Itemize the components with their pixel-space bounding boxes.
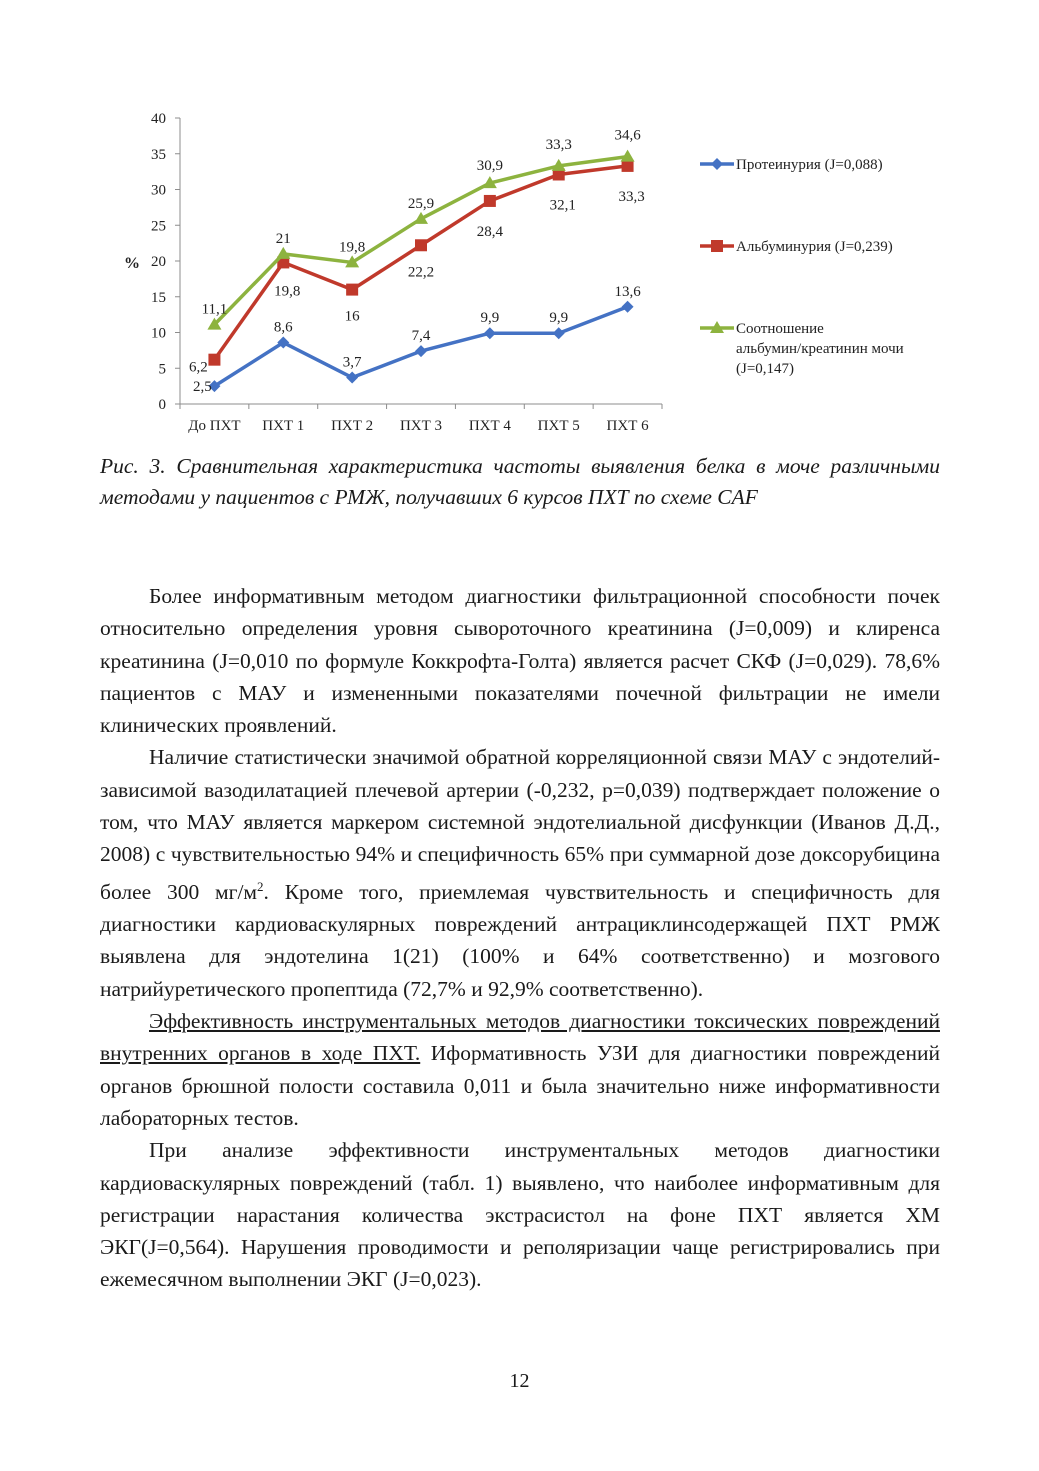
y-tick-label: 0 <box>158 397 166 413</box>
data-point <box>553 327 565 339</box>
data-label: 3,7 <box>342 354 362 371</box>
data-label: 6,2 <box>189 359 208 376</box>
section-heading-underlined: Эффективность инструментальных методов диагностики токсических повреждений внутренних органов в ходе ПХТ. <box>100 1009 940 1066</box>
x-tick-label: ПХТ 4 <box>468 418 511 434</box>
y-tick-label: 15 <box>151 289 166 306</box>
body-text <box>100 580 940 1296</box>
data-label: 7,4 <box>411 328 431 345</box>
data-label: 28,4 <box>476 223 503 240</box>
paragraph-2 <box>100 741 940 1005</box>
series-3 <box>201 127 645 330</box>
paragraph-3-text: Иформативность УЗИ для диагностики повреждений органов брюшной полости составила 0,011 и была значительно ниже информативности лабораторных тестов. <box>100 1041 940 1130</box>
line-chart <box>0 0 1039 450</box>
paragraph-2-text-a: Наличие статистически значимой обратной корреляционной связи МАУ с эндотелий-зависимой вазодилатацией плечевой артерии (-0,232, р=0,039) подтверждает положение о том, что МАУ является маркером системной эндотелиальной дисфункции (Иванов Д.Д., 2008) с чувствительностью 94% и специфичность 65% при суммарной дозе доксорубицина более 300 мг/м <box>100 745 940 904</box>
data-label: 21 <box>275 230 291 247</box>
data-point <box>484 195 496 207</box>
data-label: 33,3 <box>545 136 572 153</box>
paragraph-2-text-b: . Кроме того, приемлемая чувствительность и специфичность для диагностики кардиоваскулярных повреждений антрациклинсодержащей ПХТ РМЖ выявлена для эндотелина 1(21) (100% и 64% соответственно) и мозгового натрийуретического пропептида (72,7% и 92,9% соответственно). <box>100 879 940 1001</box>
data-label: 9,9 <box>549 310 569 327</box>
x-tick-label: ПХТ 5 <box>537 418 580 434</box>
x-tick-label: ПХТ 3 <box>399 418 443 434</box>
legend-swatch-marker <box>711 240 723 252</box>
page-number: 12 <box>509 1370 530 1392</box>
data-point <box>346 284 358 296</box>
series-1 <box>193 284 641 395</box>
data-label: 13,6 <box>614 283 641 300</box>
y-tick-label: 5 <box>158 361 166 378</box>
paragraph-3 <box>100 1005 940 1134</box>
data-point <box>622 301 634 313</box>
legend-entry-text: альбумин/креатинин мочи <box>736 341 904 357</box>
y-tick-label: 40 <box>151 111 166 127</box>
chart-series <box>189 128 645 396</box>
data-label: 19,8 <box>274 283 301 300</box>
data-label: 32,1 <box>549 197 576 214</box>
x-tick-label: ПХТ 2 <box>331 418 374 434</box>
y-tick-label: 30 <box>151 182 166 199</box>
data-point <box>346 372 358 384</box>
data-point <box>208 354 220 366</box>
y-tick-label: 25 <box>151 218 166 235</box>
data-label: 9,9 <box>480 310 500 327</box>
data-label: 8,6 <box>273 319 293 336</box>
legend-entry-text: Протеинурия (J=0,088) <box>736 157 883 173</box>
legend-entry-text: Альбуминурия (J=0,239) <box>736 239 893 255</box>
x-tick-label: ПХТ 1 <box>262 418 305 434</box>
data-label: 2,5 <box>193 379 212 396</box>
chart-legend <box>700 157 904 377</box>
figure-caption: Рис. 3. Сравнительная характеристика частоты выявления белка в моче различными методами у пациентов с РМЖ, получавших 6 курсов ПХТ по схеме CAF <box>100 454 940 509</box>
y-axis-label: % <box>124 255 140 272</box>
y-tick-label: 20 <box>151 254 166 270</box>
data-label: 30,9 <box>476 158 503 175</box>
data-label: 33,3 <box>618 188 645 205</box>
superscript-2: 2 <box>257 878 264 894</box>
x-tick-label: До ПХТ <box>188 418 241 434</box>
legend-entry-text: (J=0,147) <box>736 361 795 377</box>
data-label: 16 <box>344 308 360 325</box>
x-tick-label: ПХТ 6 <box>606 418 649 434</box>
data-point <box>622 160 634 172</box>
legend-swatch-marker <box>711 158 723 170</box>
data-label: 34,6 <box>614 127 641 144</box>
data-point <box>415 345 427 357</box>
data-label: 19,8 <box>339 239 366 256</box>
paragraph-4: При анализе эффективности инструментальных методов диагностики кардиоваскулярных повреждений (табл. 1) выявлено, что наиболее информативным для регистрации нарастания количества экстрасистол на фоне ПХТ является ХМ ЭКГ(J=0,564). Нарушения проводимости и реполяризации чаще регистрировались при ежемесячном выполнении ЭКГ (J=0,023). <box>100 1138 940 1292</box>
y-tick-label: 35 <box>151 146 166 163</box>
data-point <box>484 327 496 339</box>
legend-entry-text: Соотношение <box>736 321 824 337</box>
y-tick-label: 10 <box>151 325 166 342</box>
data-label: 22,2 <box>407 264 435 281</box>
data-point <box>415 239 427 251</box>
paragraph-1: Более информативным методом диагностики фильтрационной способности почек относительно определения уровня сывороточного креатинина (J=0,009) и клиренса креатинина (J=0,010 по формуле Коккрофта-Голта) является расчет СКФ (J=0,029). 78,6% пациентов с МАУ и измененными показателями почечной фильтрации не имели клинических проявлений. <box>100 584 940 738</box>
data-label: 25,9 <box>407 195 435 212</box>
data-label: 11,1 <box>201 301 228 318</box>
